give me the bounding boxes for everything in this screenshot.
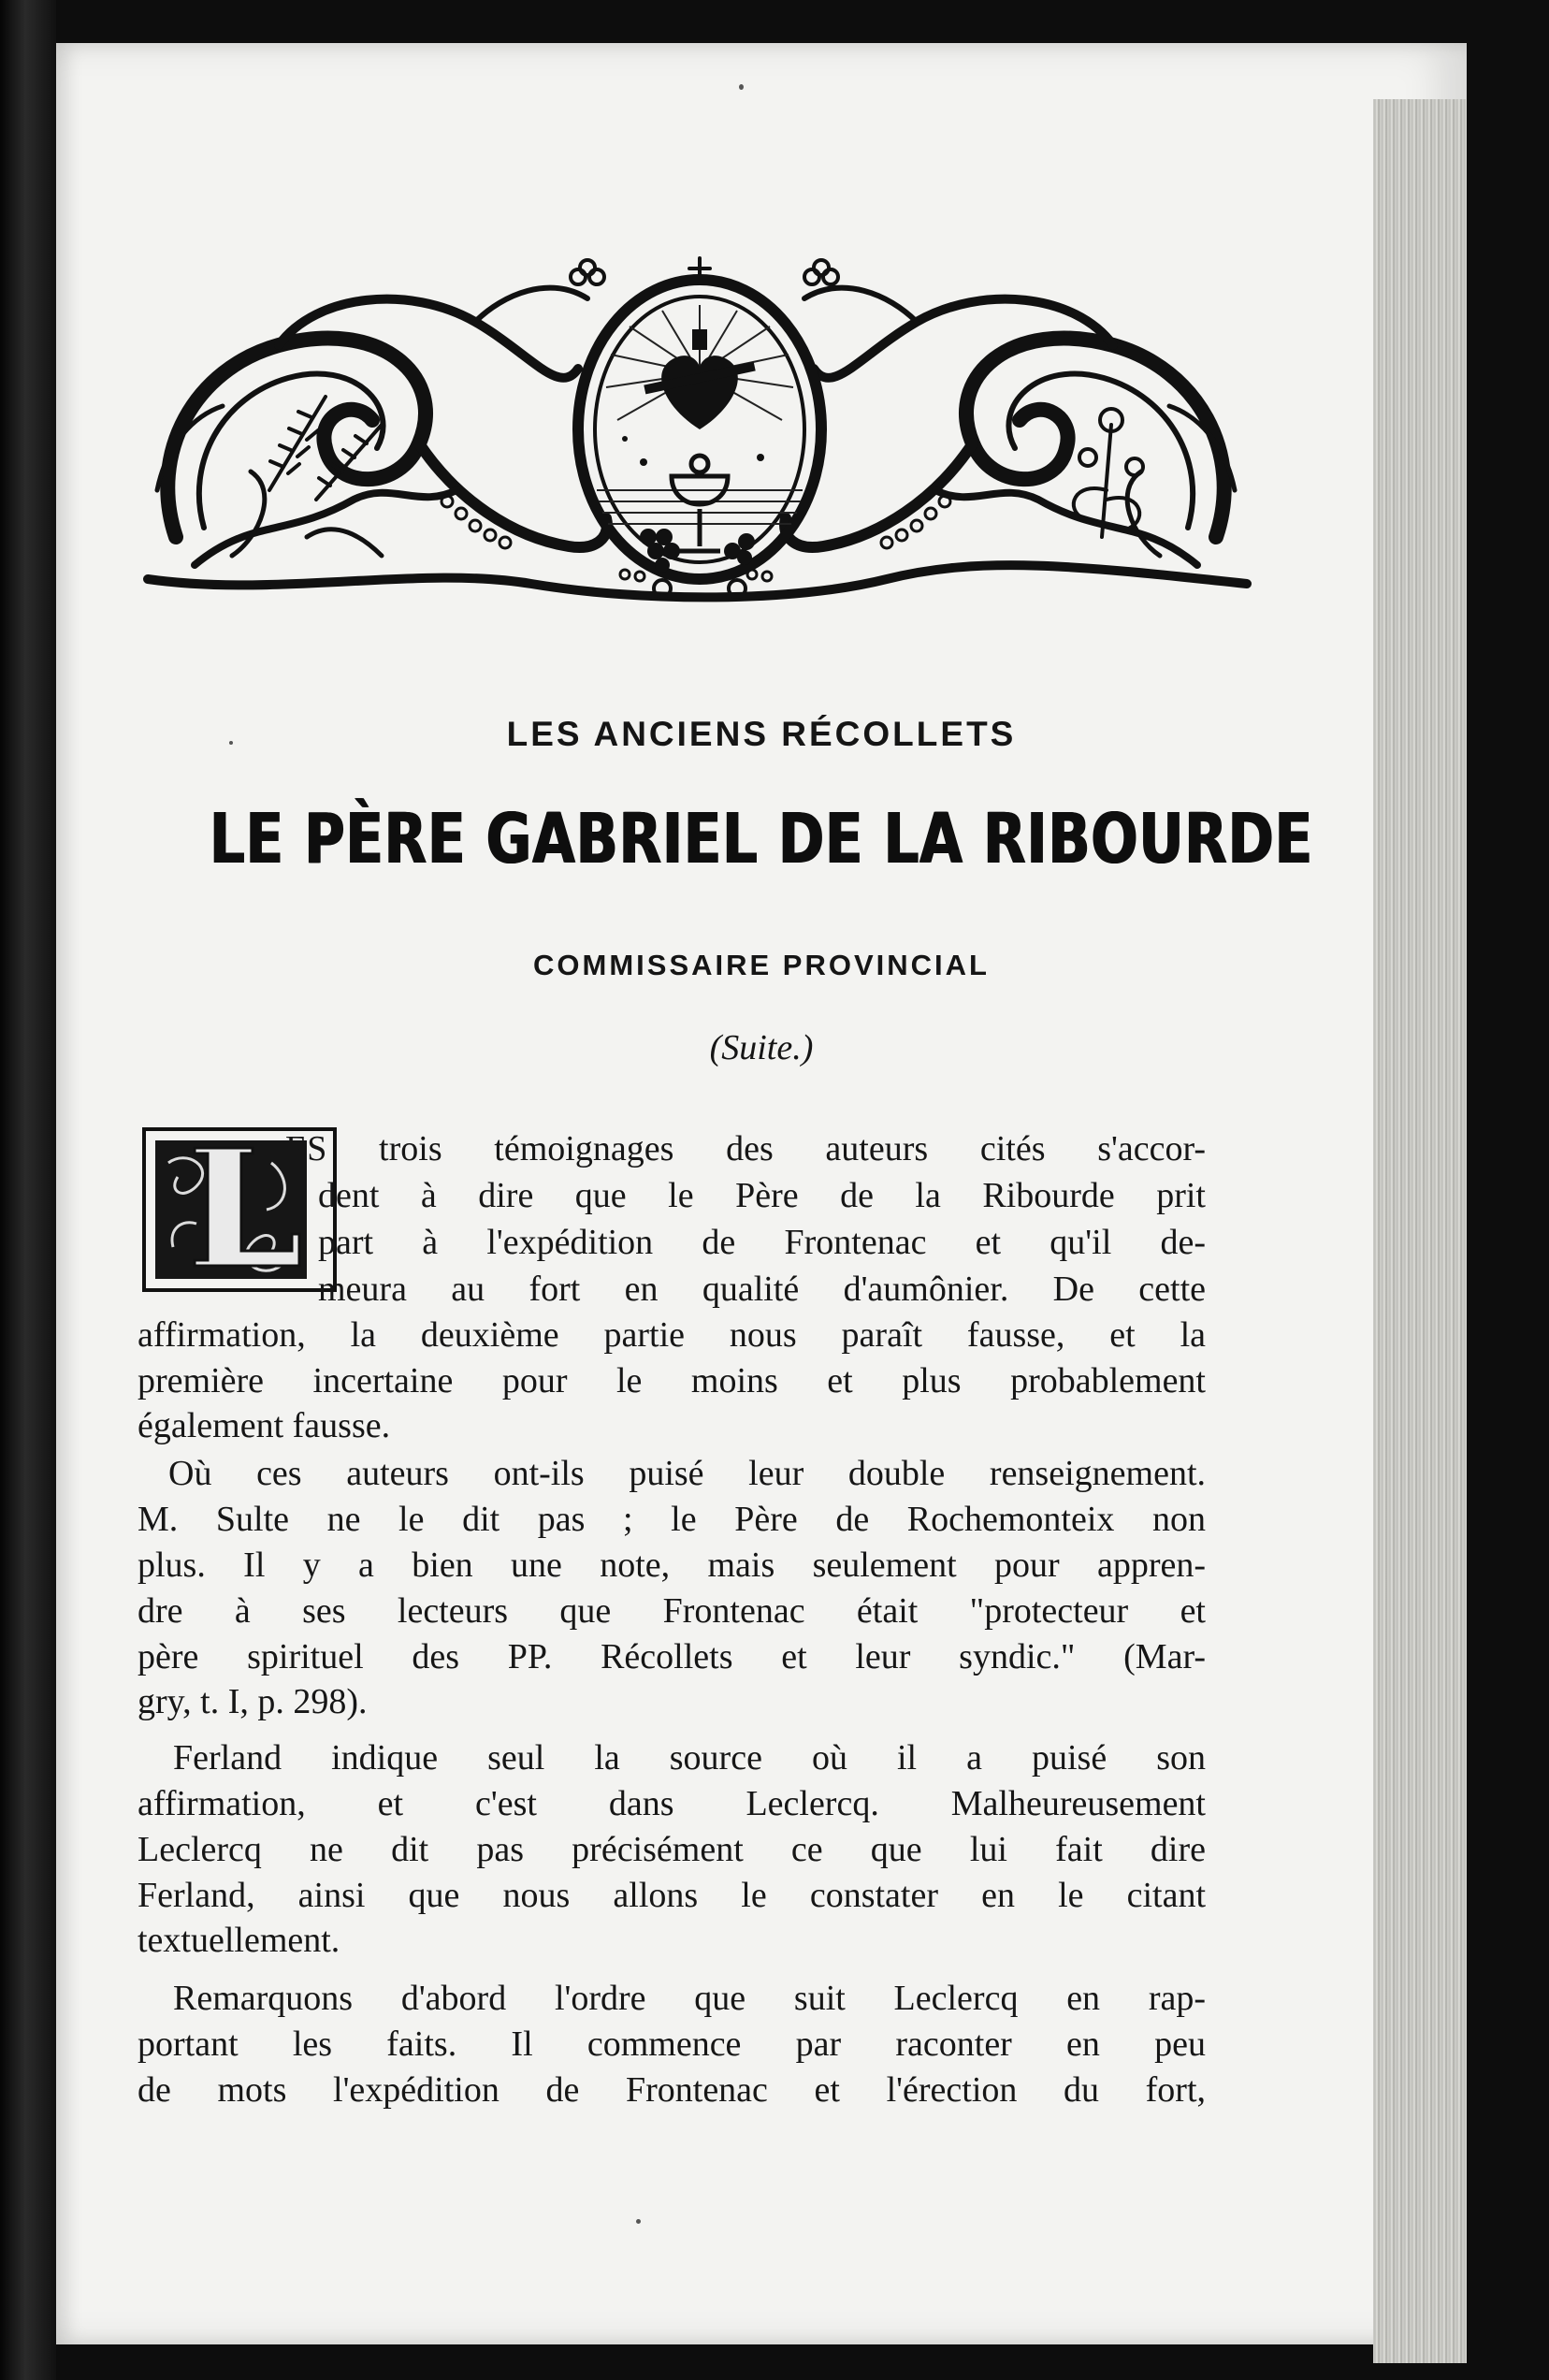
body-line: Où ces auteurs ont-ils puisé leur double renseignement.: [168, 1455, 1206, 1493]
body-line: Remarquons d'abord l'ordre que suit Leclercq en rap-: [173, 1980, 1206, 2018]
body-line: de mots l'expédition de Frontenac et l'érection du fort,: [138, 2071, 1206, 2110]
page-edges: [1373, 99, 1467, 2363]
continuation-note-text: (Suite.): [709, 1028, 814, 1067]
body-line: également fausse.: [138, 1407, 391, 1445]
book-spine-shadow: [0, 0, 56, 2380]
body-line: affirmation, et c'est dans Leclercq. Malheureusement: [138, 1785, 1206, 1823]
body-line: portant les faits. Il commence par raconter en peu: [138, 2025, 1206, 2064]
sacred-heart-chalice-scrollwork-headpiece-icon: [138, 256, 1253, 602]
article-subtitle: COMMISSAIRE PROVINCIAL: [533, 949, 990, 981]
scan-speck: [636, 2219, 641, 2224]
scan-speck: [739, 84, 744, 90]
body-line: père spirituel des PP. Récollets et leur syndic." (Mar-: [138, 1638, 1206, 1676]
article-title: LE PÈRE GABRIEL DE LA RIBOURDE: [210, 799, 1313, 879]
dropcap-letter: L: [210, 1290, 211, 1291]
body-line: textuellement.: [138, 1922, 340, 1960]
continuation-note: [56, 1027, 1467, 1068]
body-line: Ferland indique seul la source où il a puisé son: [173, 1739, 1206, 1778]
body-line: gry, t. I, p. 298).: [138, 1683, 368, 1721]
body-line: part à l'expédition de Frontenac et qu'il de-: [318, 1224, 1206, 1262]
body-line: dre à ses lecteurs que Frontenac était "protecteur et: [138, 1592, 1206, 1631]
scan-speck: [229, 741, 233, 745]
series-heading: LES ANCIENS RÉCOLLETS: [506, 715, 1017, 753]
book-page: [56, 43, 1467, 2344]
body-line: plus. Il y a bien une note, mais seulement pour appren-: [138, 1546, 1206, 1585]
body-line: Leclercq ne dit pas précisément ce que lui fait dire: [138, 1831, 1206, 1869]
body-line: meura au fort en qualité d'aumônier. De cette: [318, 1270, 1206, 1309]
body-line: ES trois témoignages des auteurs cités s'accor-: [285, 1130, 1206, 1168]
body-line: dent à dire que le Père de la Ribourde prit: [318, 1177, 1206, 1215]
body-line: affirmation, la deuxième partie nous paraît fausse, et la: [138, 1316, 1206, 1355]
body-line: première incertaine pour le moins et plus probablement: [138, 1362, 1206, 1400]
body-line: Ferland, ainsi que nous allons le constater en le citant: [138, 1877, 1206, 1915]
body-line: M. Sulte ne le dit pas ; le Père de Rochemonteix non: [138, 1501, 1206, 1539]
